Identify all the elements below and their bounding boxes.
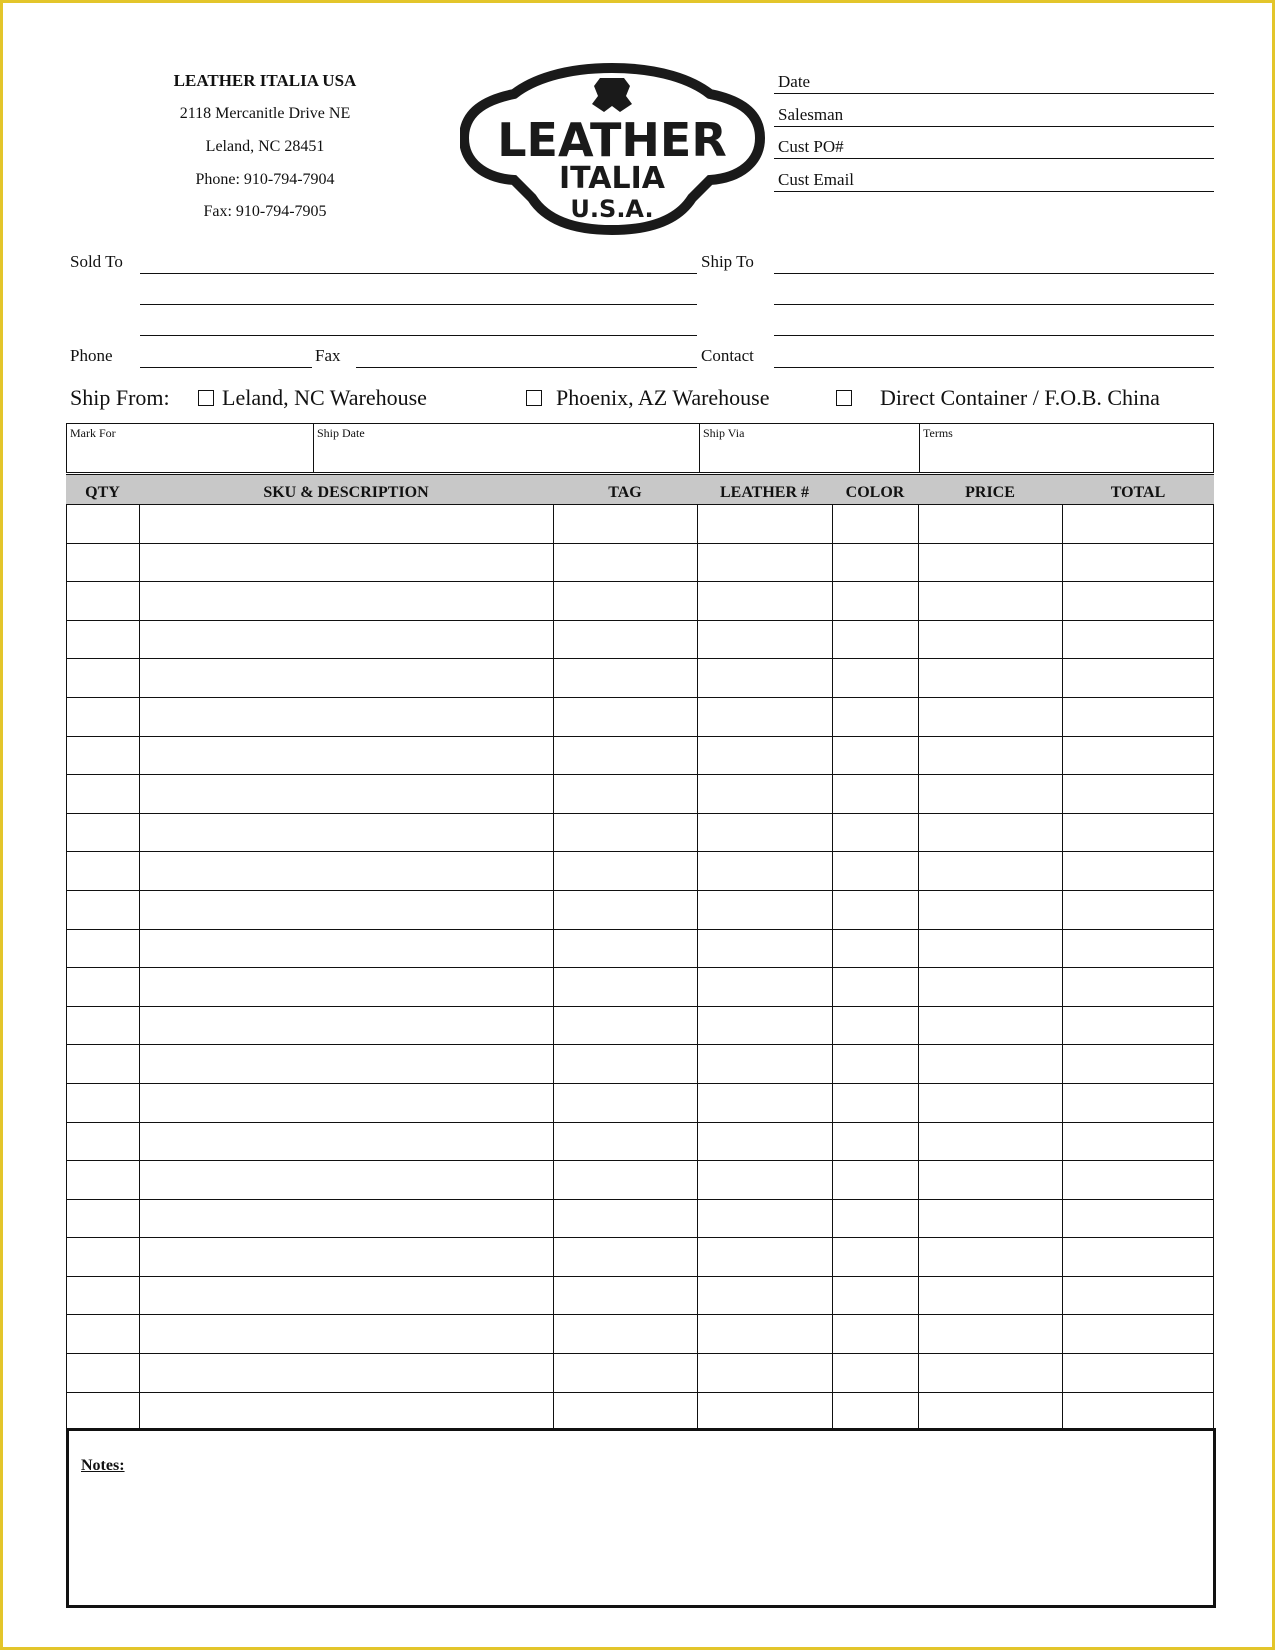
column-divider	[697, 968, 698, 1006]
terms-label: Terms	[923, 426, 953, 440]
company-address-line2: Leland, NC 28451	[205, 138, 325, 155]
date-field[interactable]	[774, 93, 1214, 94]
column-divider	[1062, 930, 1063, 968]
column-divider	[697, 544, 698, 582]
company-name: LEATHER ITALIA USA	[173, 71, 357, 90]
ship-to-line-1[interactable]	[774, 273, 1214, 274]
direct-container-checkbox[interactable]	[836, 390, 852, 406]
column-divider	[697, 737, 698, 775]
column-divider	[139, 968, 140, 1006]
column-divider	[918, 814, 919, 852]
column-divider	[139, 775, 140, 813]
fax-label: Fax	[315, 346, 341, 365]
column-divider	[697, 1277, 698, 1315]
column-divider	[697, 1161, 698, 1199]
column-divider	[697, 659, 698, 697]
table-row[interactable]	[66, 1393, 1214, 1432]
company-logo	[460, 60, 765, 238]
column-divider	[139, 737, 140, 775]
table-row[interactable]	[66, 1315, 1214, 1354]
column-divider	[553, 1045, 554, 1083]
table-row[interactable]	[66, 1084, 1214, 1123]
column-divider	[918, 1084, 919, 1122]
company-phone: Phone: 910-794-7904	[195, 171, 335, 188]
column-header-price: PRICE	[965, 484, 1015, 501]
cust-po-label: Cust PO#	[778, 137, 844, 156]
column-divider	[553, 1238, 554, 1276]
column-header-sku-description: SKU & DESCRIPTION	[263, 484, 429, 501]
ship-via-label: Ship Via	[703, 426, 745, 440]
table-row[interactable]	[66, 1354, 1214, 1393]
column-divider	[918, 1200, 919, 1238]
column-divider	[697, 1007, 698, 1045]
column-divider	[697, 1045, 698, 1083]
column-divider	[1062, 1200, 1063, 1238]
ship-via-cell[interactable]	[699, 424, 919, 472]
column-divider	[1062, 582, 1063, 620]
notes-label: Notes:	[81, 1457, 125, 1474]
table-row[interactable]	[66, 1161, 1214, 1200]
column-divider	[553, 1123, 554, 1161]
column-divider	[553, 1393, 554, 1431]
column-divider	[553, 1315, 554, 1353]
column-divider	[697, 505, 698, 543]
column-divider	[139, 582, 140, 620]
ship-date-cell[interactable]	[313, 424, 699, 472]
column-divider	[553, 930, 554, 968]
column-divider	[697, 1200, 698, 1238]
column-divider	[697, 1084, 698, 1122]
column-divider	[1062, 775, 1063, 813]
column-divider	[1062, 1084, 1063, 1122]
column-divider	[139, 1084, 140, 1122]
column-divider	[1062, 814, 1063, 852]
column-divider	[697, 1393, 698, 1431]
column-divider	[697, 1315, 698, 1353]
shipping-info-box	[66, 423, 1214, 473]
table-row[interactable]	[66, 505, 1214, 544]
table-row[interactable]	[66, 737, 1214, 776]
column-divider	[139, 1354, 140, 1392]
sold-to-line-2[interactable]	[140, 304, 697, 305]
column-divider	[139, 544, 140, 582]
column-divider	[1062, 698, 1063, 736]
table-row[interactable]	[66, 1238, 1214, 1277]
table-row[interactable]	[66, 814, 1214, 853]
column-divider	[139, 930, 140, 968]
column-divider	[1062, 659, 1063, 697]
table-row[interactable]	[66, 1277, 1214, 1316]
column-divider	[832, 814, 833, 852]
ship-to-line-3[interactable]	[774, 335, 1214, 336]
leland-checkbox[interactable]	[198, 390, 214, 406]
column-divider	[918, 1007, 919, 1045]
column-divider	[832, 852, 833, 890]
column-divider	[1062, 1315, 1063, 1353]
ship-from-label: Ship From:	[70, 385, 170, 410]
column-divider	[918, 737, 919, 775]
column-divider	[139, 1315, 140, 1353]
logo-text-italia: ITALIA	[558, 161, 666, 196]
table-header	[66, 474, 1214, 505]
column-divider	[697, 1123, 698, 1161]
phoenix-option: Phoenix, AZ Warehouse	[556, 385, 770, 410]
column-divider	[918, 621, 919, 659]
column-divider	[553, 891, 554, 929]
mark-for-label: Mark For	[70, 426, 116, 440]
column-divider	[832, 891, 833, 929]
table-row[interactable]	[66, 582, 1214, 621]
contact-label: Contact	[701, 346, 754, 365]
table-row[interactable]	[66, 852, 1214, 891]
column-divider	[1062, 1007, 1063, 1045]
column-divider	[832, 505, 833, 543]
table-row[interactable]	[66, 1007, 1214, 1046]
date-label: Date	[778, 72, 811, 91]
column-divider	[1062, 1354, 1063, 1392]
column-divider	[553, 698, 554, 736]
column-divider	[832, 1200, 833, 1238]
column-divider	[832, 1084, 833, 1122]
column-header-total: TOTAL	[1110, 484, 1166, 501]
column-divider	[139, 505, 140, 543]
company-address-line1: 2118 Mercanitle Drive NE	[179, 105, 351, 122]
column-divider	[697, 698, 698, 736]
column-divider	[918, 891, 919, 929]
column-divider	[553, 775, 554, 813]
column-divider	[1062, 1238, 1063, 1276]
column-divider	[139, 1238, 140, 1276]
column-divider	[918, 582, 919, 620]
column-divider	[918, 1354, 919, 1392]
column-divider	[697, 891, 698, 929]
column-divider	[1062, 1393, 1063, 1431]
column-divider	[553, 1084, 554, 1122]
column-divider	[832, 968, 833, 1006]
contact-field[interactable]	[774, 367, 1214, 368]
column-divider	[918, 1393, 919, 1431]
column-divider	[832, 544, 833, 582]
table-row[interactable]	[66, 659, 1214, 698]
column-divider	[918, 1315, 919, 1353]
ship-to-line-2[interactable]	[774, 304, 1214, 305]
salesman-field[interactable]	[774, 126, 1214, 127]
leland-option: Leland, NC Warehouse	[222, 385, 427, 410]
salesman-label: Salesman	[778, 105, 844, 124]
column-divider	[1062, 544, 1063, 582]
column-divider	[832, 1238, 833, 1276]
table-row[interactable]	[66, 1123, 1214, 1162]
column-divider	[1062, 1277, 1063, 1315]
cust-email-field[interactable]	[774, 191, 1214, 192]
column-divider	[832, 1123, 833, 1161]
terms-cell[interactable]	[919, 424, 1215, 472]
column-divider	[553, 968, 554, 1006]
table-row[interactable]	[66, 775, 1214, 814]
column-divider	[918, 659, 919, 697]
column-divider	[697, 1238, 698, 1276]
column-divider	[139, 1007, 140, 1045]
column-divider	[553, 1277, 554, 1315]
direct-container-option: Direct Container / F.O.B. China	[880, 385, 1160, 410]
column-divider	[832, 775, 833, 813]
column-divider	[139, 814, 140, 852]
column-divider	[139, 1277, 140, 1315]
column-divider	[697, 930, 698, 968]
column-header-tag: TAG	[608, 484, 642, 501]
company-fax: Fax: 910-794-7905	[203, 203, 327, 220]
column-divider	[697, 814, 698, 852]
column-divider	[553, 544, 554, 582]
column-divider	[139, 1161, 140, 1199]
column-divider	[1062, 1161, 1063, 1199]
ship-date-label: Ship Date	[317, 426, 365, 440]
column-divider	[553, 737, 554, 775]
column-divider	[918, 930, 919, 968]
table-row[interactable]	[66, 968, 1214, 1007]
column-divider	[918, 1045, 919, 1083]
table-row[interactable]	[66, 544, 1214, 583]
column-divider	[832, 930, 833, 968]
column-divider	[832, 659, 833, 697]
column-divider	[832, 1161, 833, 1199]
cust-po-field[interactable]	[774, 158, 1214, 159]
sold-to-line-1[interactable]	[140, 273, 697, 274]
column-divider	[553, 1200, 554, 1238]
column-divider	[1062, 852, 1063, 890]
column-divider	[1062, 891, 1063, 929]
column-divider	[918, 852, 919, 890]
column-header-qty: QTY	[85, 484, 120, 501]
column-divider	[1062, 505, 1063, 543]
column-divider	[918, 544, 919, 582]
table-body	[66, 505, 1214, 1431]
cust-email-label: Cust Email	[778, 170, 855, 189]
column-divider	[832, 582, 833, 620]
table-row[interactable]	[66, 698, 1214, 737]
column-divider	[918, 505, 919, 543]
column-divider	[553, 621, 554, 659]
mark-for-cell[interactable]	[67, 424, 313, 472]
column-divider	[139, 1123, 140, 1161]
column-divider	[832, 621, 833, 659]
column-divider	[832, 1277, 833, 1315]
column-divider	[832, 737, 833, 775]
column-divider	[697, 621, 698, 659]
column-divider	[1062, 968, 1063, 1006]
column-divider	[553, 659, 554, 697]
column-divider	[139, 621, 140, 659]
column-divider	[553, 1354, 554, 1392]
column-divider	[832, 1393, 833, 1431]
column-divider	[553, 1007, 554, 1045]
column-divider	[697, 775, 698, 813]
column-divider	[832, 1045, 833, 1083]
logo-text-usa: U.S.A.	[570, 195, 654, 223]
notes-box[interactable]	[66, 1428, 1216, 1608]
column-divider	[918, 698, 919, 736]
column-divider	[918, 1238, 919, 1276]
sold-to-line-3[interactable]	[140, 335, 697, 336]
column-divider	[918, 1277, 919, 1315]
column-divider	[918, 1161, 919, 1199]
phone-label: Phone	[70, 346, 113, 365]
column-divider	[697, 852, 698, 890]
column-divider	[139, 1200, 140, 1238]
column-divider	[139, 1393, 140, 1431]
column-divider	[553, 582, 554, 620]
table-row[interactable]	[66, 1045, 1214, 1084]
column-divider	[918, 1123, 919, 1161]
logo-text-leather: LEATHER	[497, 113, 727, 167]
column-divider	[553, 1161, 554, 1199]
column-divider	[553, 505, 554, 543]
table-row[interactable]	[66, 891, 1214, 930]
table-row[interactable]	[66, 1200, 1214, 1239]
column-divider	[832, 1354, 833, 1392]
column-divider	[832, 1007, 833, 1045]
fax-field[interactable]	[356, 367, 697, 368]
ship-to-label: Ship To	[701, 252, 754, 271]
column-divider	[139, 1045, 140, 1083]
column-divider	[553, 814, 554, 852]
column-divider	[139, 852, 140, 890]
column-header-leather-number: LEATHER #	[719, 484, 810, 501]
column-divider	[918, 968, 919, 1006]
column-divider	[918, 775, 919, 813]
column-divider	[139, 698, 140, 736]
column-divider	[1062, 621, 1063, 659]
column-header-color: COLOR	[845, 484, 905, 501]
column-divider	[832, 1315, 833, 1353]
table-row[interactable]	[66, 930, 1214, 969]
phoenix-checkbox[interactable]	[526, 390, 542, 406]
sold-to-label: Sold To	[70, 252, 123, 271]
phone-field[interactable]	[140, 367, 312, 368]
column-divider	[832, 698, 833, 736]
column-divider	[1062, 1123, 1063, 1161]
column-divider	[139, 891, 140, 929]
column-divider	[1062, 737, 1063, 775]
column-divider	[553, 852, 554, 890]
column-divider	[697, 1354, 698, 1392]
column-divider	[697, 582, 698, 620]
table-row[interactable]	[66, 621, 1214, 660]
column-divider	[1062, 1045, 1063, 1083]
column-divider	[139, 659, 140, 697]
